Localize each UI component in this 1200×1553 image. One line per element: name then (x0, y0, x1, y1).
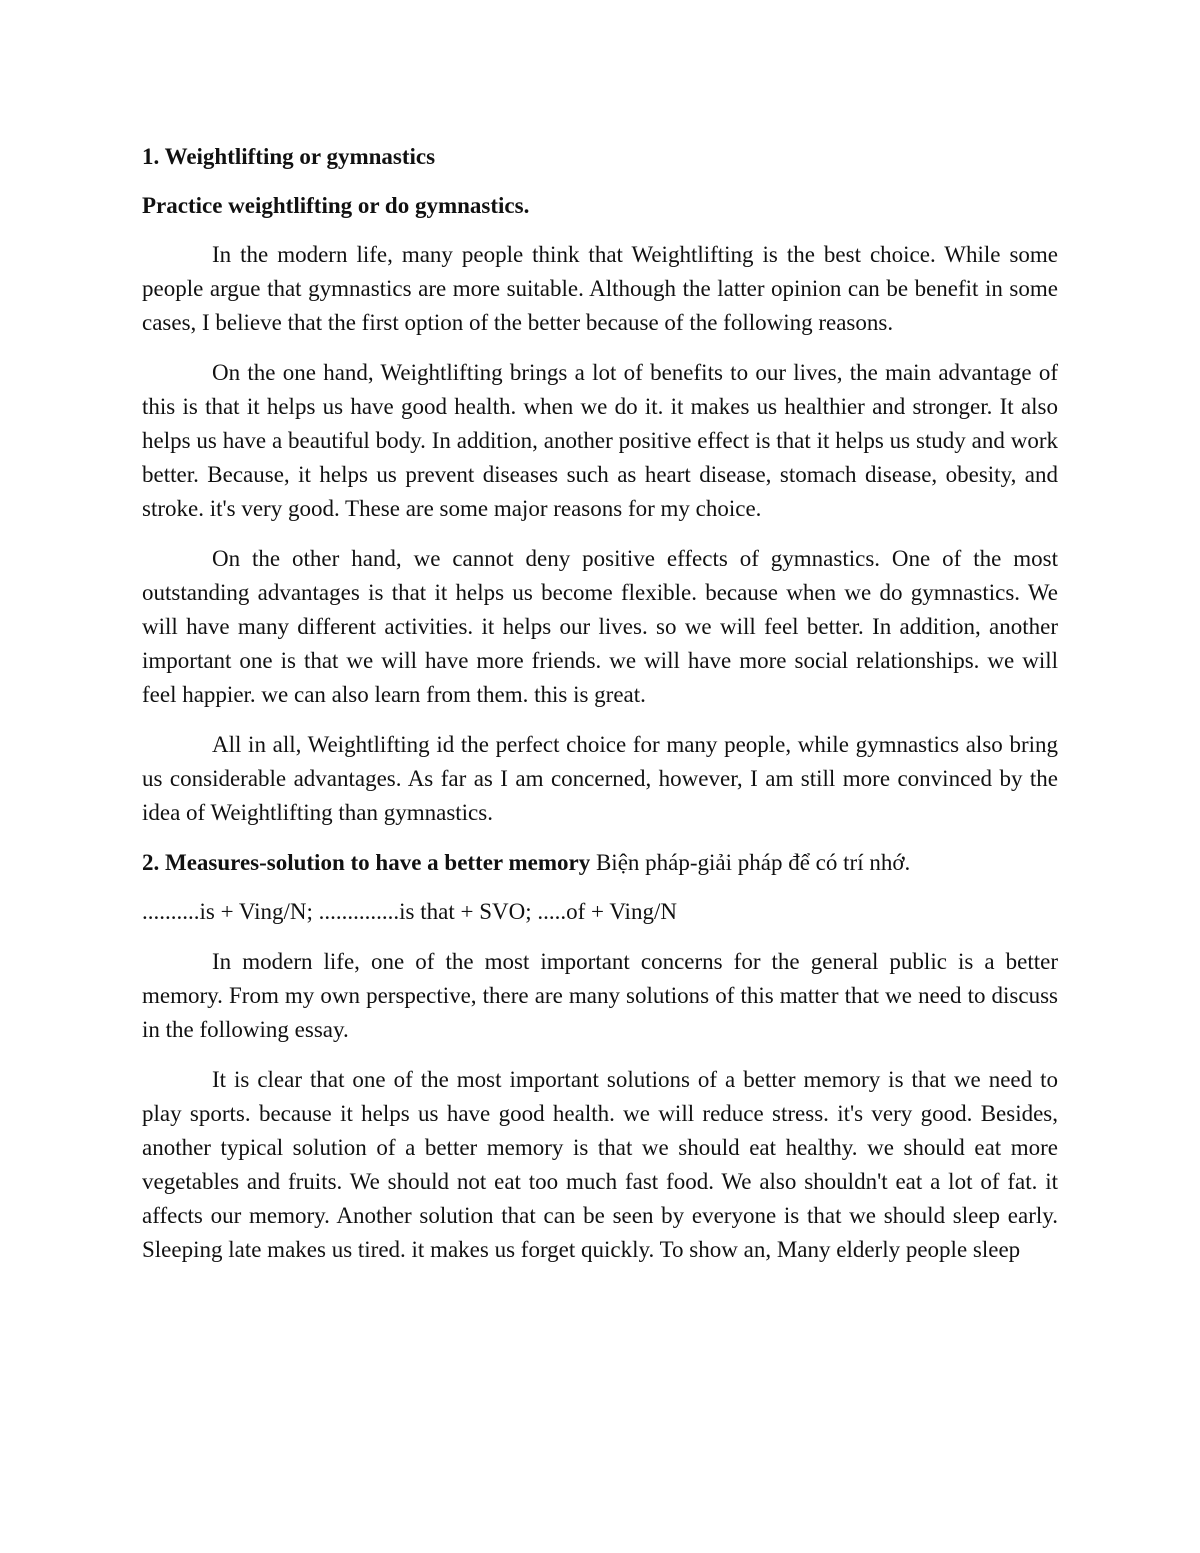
section-1-subtitle: Practice weightlifting or do gymnastics. (142, 193, 530, 218)
section-2-title-vietnamese: Biện pháp-giải pháp để có trí nhớ. (590, 850, 911, 875)
section-1-title: 1. Weightlifting or gymnastics (142, 144, 436, 169)
section-2-paragraph-solutions: It is clear that one of the most important solutions of a better memory is that we need to play sports. because it helps us have good health. we will reduce stress. it's very good. Besides, another typical solution of a better memory is that we should eat healthy. we should eat more vegetables and fruits. We should not eat too much fast food. We also shouldn't eat a lot of fat. it affects our memory. Another solution that can be seen by everyone is that we should sleep early. Sleeping late makes us tired. it makes us forget quickly. To show an, Many elderly people sleep (142, 1067, 1058, 1262)
document-body (142, 140, 1058, 1283)
section-2-formula: ..........is + Ving/N; ..............is that + SVO; .....of + Ving/N (142, 899, 677, 924)
section-2-paragraph-intro: In modern life, one of the most important concerns for the general public is a better memory. From my own perspective, there are many solutions of this matter that we need to discuss in the following essay. (142, 949, 1058, 1042)
section-2-title (142, 846, 1058, 880)
section-2-title-english: 2. Measures-solution to have a better memory (142, 850, 591, 875)
section-1-paragraph-gymnastics: On the other hand, we cannot deny positive effects of gymnastics. One of the most outstanding advantages is that it helps us become flexible. because when we do gymnastics. We will have many different activities. it helps our lives. so we will feel better. In addition, another important one is that we will have more friends. we will have more social relationships. we will feel happier. we can also learn from them. this is great. (142, 546, 1058, 707)
section-1-paragraph-intro: In the modern life, many people think that Weightlifting is the best choice. While some people argue that gymnastics are more suitable. Although the latter opinion can be benefit in some cases, I believe that the first option of the better because of the following reasons. (142, 242, 1058, 335)
section-1-paragraph-conclusion: All in all, Weightlifting id the perfect choice for many people, while gymnastics also bring us considerable advantages. As far as I am concerned, however, I am still more convinced by the idea of Weightlifting than gymnastics. (142, 732, 1058, 825)
section-1-paragraph-weightlifting: On the one hand, Weightlifting brings a lot of benefits to our lives, the main advantage of this is that it helps us have good health. when we do it. it makes us healthier and stronger. It also helps us have a beautiful body. In addition, another positive effect is that it helps us study and work better. Because, it helps us prevent diseases such as heart disease, stomach disease, obesity, and stroke. it's very good. These are some major reasons for my choice. (142, 360, 1058, 521)
